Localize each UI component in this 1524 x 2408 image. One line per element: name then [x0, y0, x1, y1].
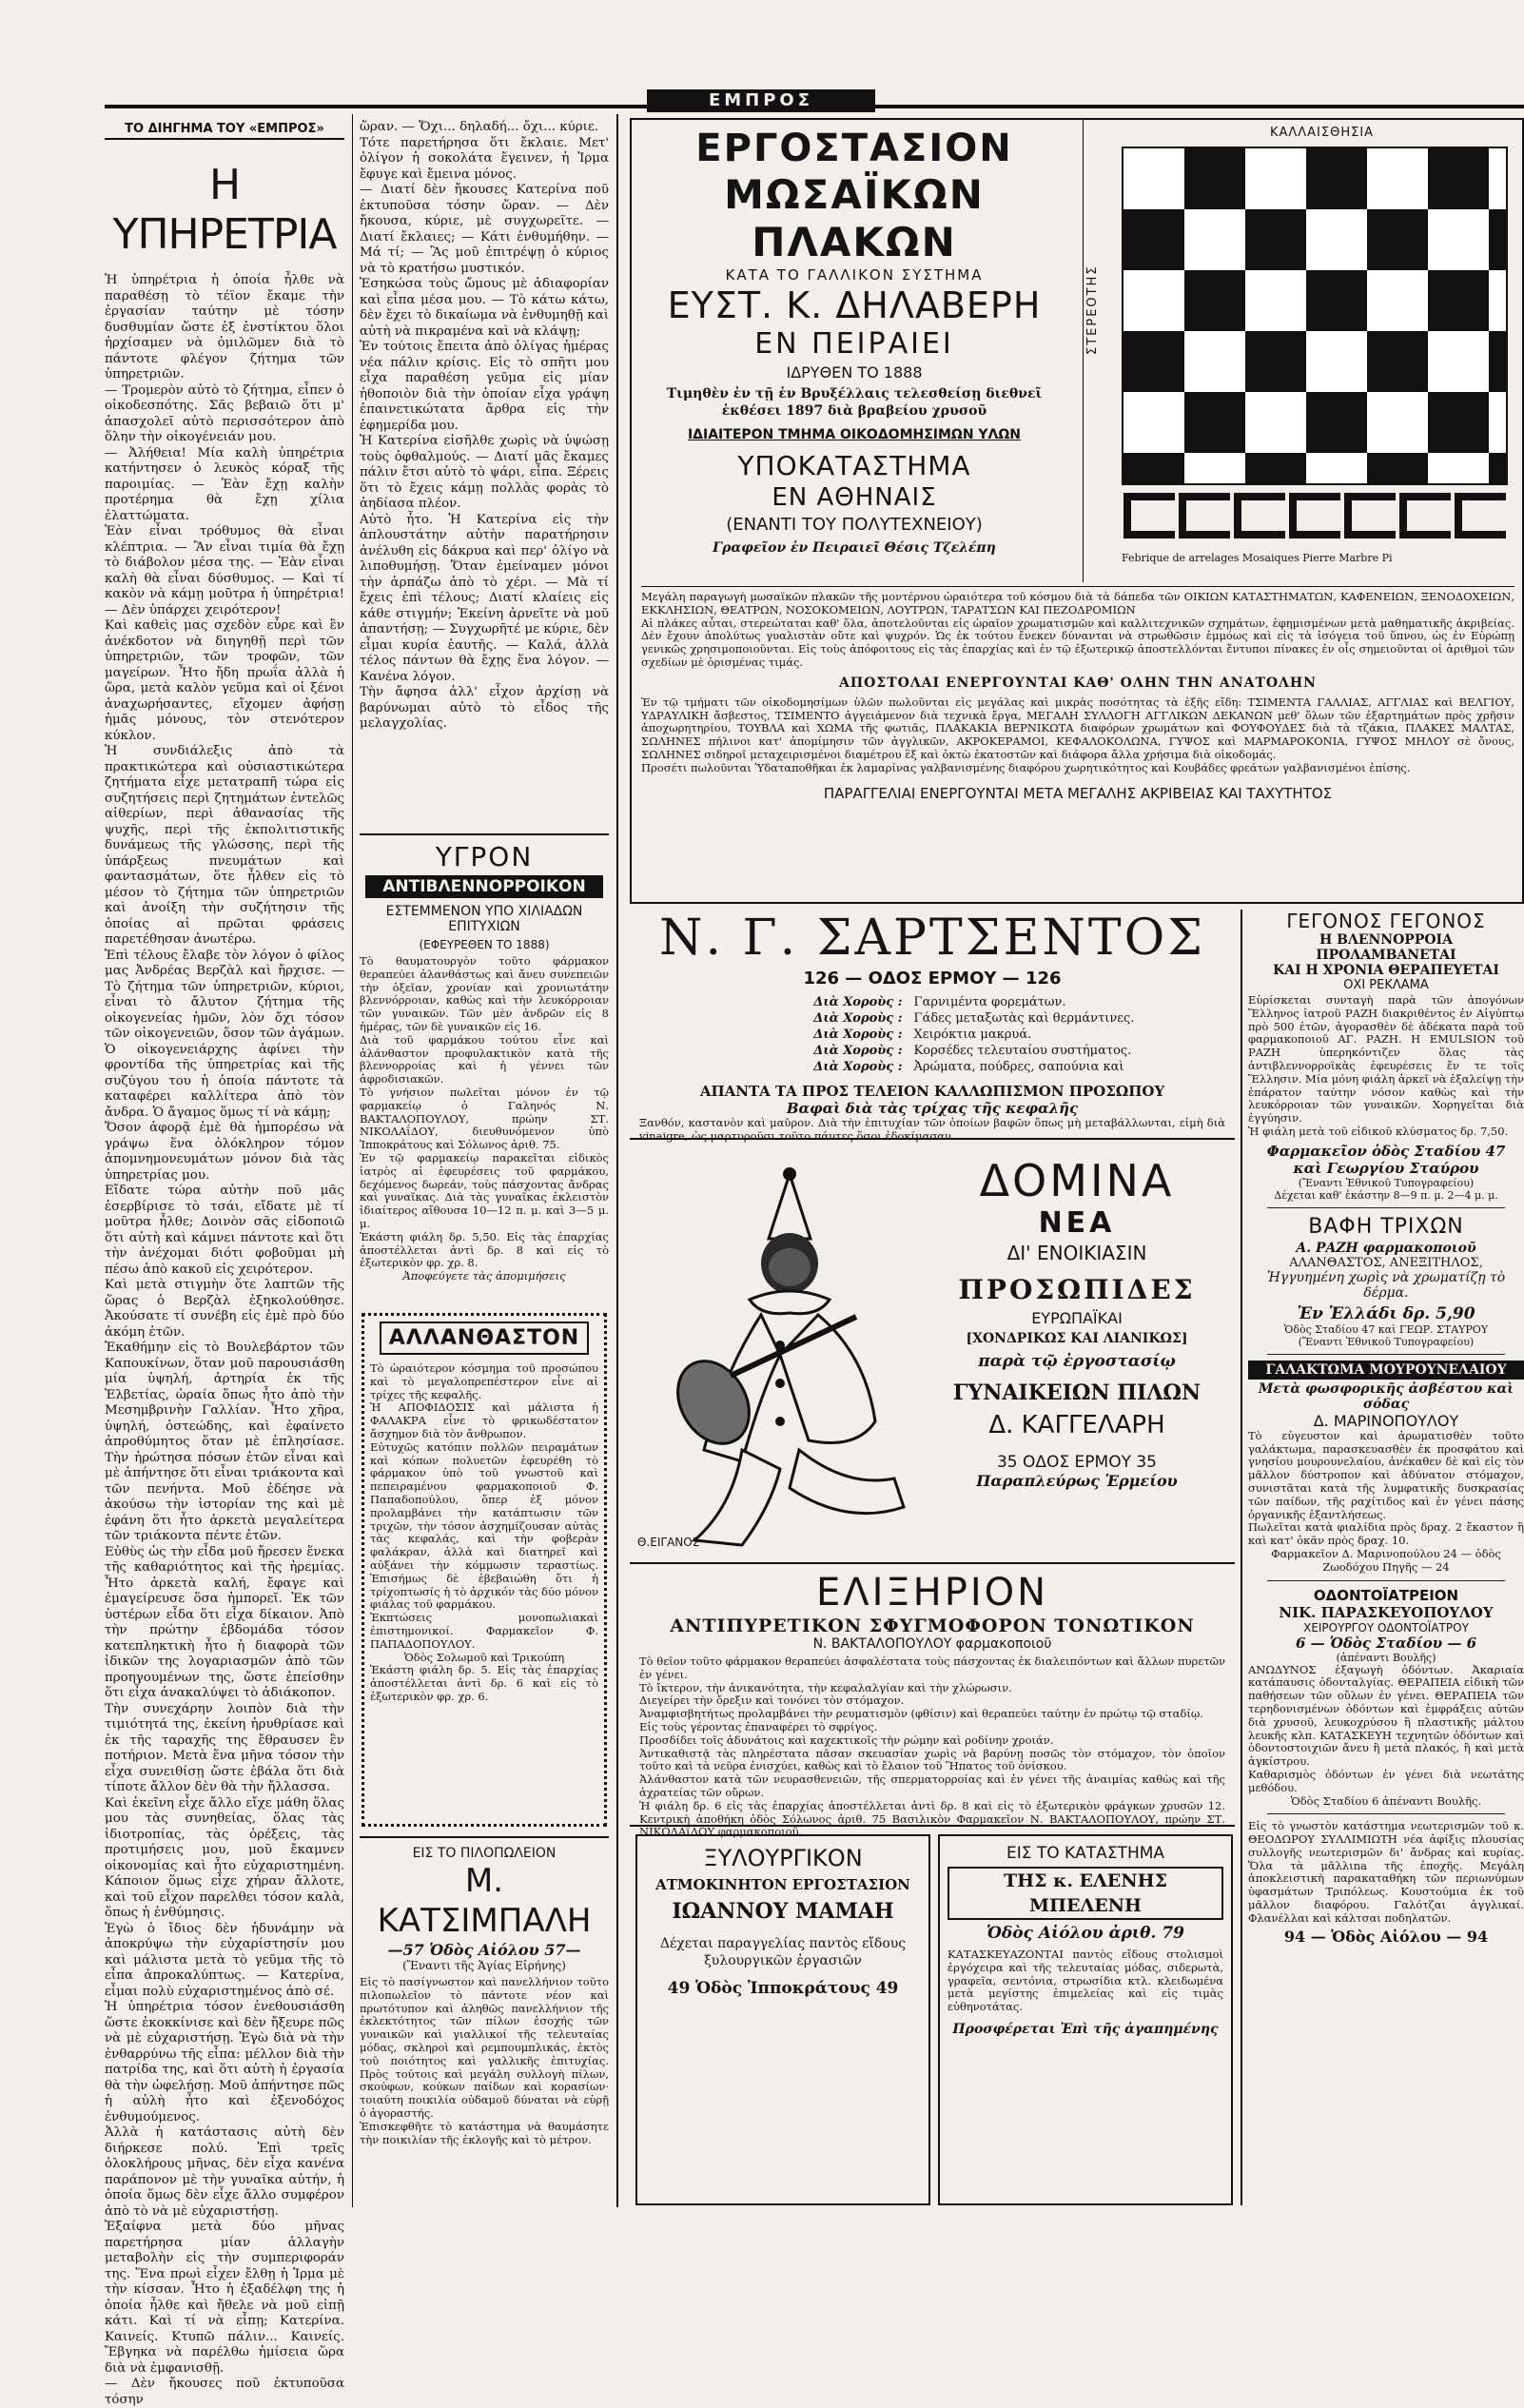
column-rule — [1241, 910, 1242, 2205]
ad-address: —57 Ὁδὸς Αἰόλου 57— — [387, 1941, 581, 1959]
mosaic-illustration — [1083, 120, 1522, 582]
ad-line: ΕΙΣ ΤΟ ΚΑΤΑΣΤΗΜΑ — [1006, 1844, 1165, 1863]
pierrot-illustration — [637, 1165, 923, 1555]
story-paragraph: Τὴν ἄφησα ἀλλ' εἶχον ἀρχίσῃ νὰ βαρύνωμαι αὐτὸ τὸ εἶδος τῆς μελαγχολίας. — [360, 685, 609, 731]
ad-body: Τὸ ὡραιότερον κόσμημα τοῦ προσώπου καὶ τὸ μεγαλοπρεπέστερον εἶνε αἱ τρίχες τῆς κεφαλῆς. — [370, 1361, 598, 1401]
product-list — [630, 994, 1235, 1075]
ad-xylourgikon — [635, 1834, 930, 2205]
ad-body: Δέχεται παραγγελίας παντὸς εἴδους ξυλουργικῶν ἐργασιῶν — [659, 1936, 907, 1968]
ad-mosaic-tiles — [630, 118, 1524, 904]
row-label: Διὰ Χοροὺς : — [813, 995, 903, 1009]
domina-text — [925, 1155, 1229, 1560]
ad-body: Εἰς τὸ πασίγνωστον καὶ πανελλήνιον τοῦτο πιλοπωλεῖον τὸ πάντοτε νέον καὶ πρωτότυπον καὶ ἀληθῶς πανελλήνιον τῆς ἐκλεκτότητος τῶν πίλων ἐσοχής τῶν γυναικῶν καὶ γιαλλικοί τῆς τελευταίας μόδας, σκληροὶ καὶ ρεμπουμπλικάς, ἐκτὸς τοῦ ποιότητος καὶ γαλλικῆς ἐπιτυχίας. Πρὸς τούτοις καὶ μεγάλη συλλογὴ πίλων, σκούφων, κούκων παίδων καὶ κορασίων· τοιαύτη ποικιλία οὐδαμοῦ δύναται νὰ εὑρῇ ὁ ἀγοραστής. — [360, 1975, 609, 2120]
story-paragraph: Τότε παρετήρησα ὅτι ἔκλαιε. Μετ' ὀλίγον ἡ σοκολάτα ἔγεινεν, ἡ Ἰρμα ἔφυγε καὶ ἔμεινα μόνος. — [360, 135, 609, 182]
story-paragraph: Ἡ συνδιάλεξις ἀπὸ τὰ πρακτικώτερα καὶ οὐσιαστικώτερα ζητήματα εἶχε μετατραπῆ τώρα εἰς συζητήσεις περὶ ζητημάτων ἐντελῶς αἰθερίων, περὶ ἀθανασίας τῆς ψυχῆς, περὶ τῆς ἐκπολιτιστικῆς δυνάμεως τῆς γλώσσης, περὶ τῆς ὑπάρξεως πνευμάτων καὶ φαντασμάτων, ὅτε ἦλθεν εἰς τὸ μέσον τὸ ζήτημα τῶν ὑπηρετριῶν καὶ ἀνοίξη τὴν συζήτησιν τῆς ὁποίας αἱ πρῶται φράσεις παρετέθησαν ἀνωτέρω. — [105, 744, 344, 947]
ad-line: παρὰ τῷ ἐργοστασίῳ — [978, 1352, 1176, 1371]
ad-katsimpali — [360, 1836, 609, 2205]
story-title: Η ΥΠΗΡΕΤΡΙΑ — [112, 161, 337, 259]
story-paragraph: Εὐθὺς ὡς τὴν εἶδα μοῦ ἤρεσεν ἕνεκα τῆς καθαριότητος καὶ τῆς ἠρεμίας. Ἦτο ἀρκετὰ καλή, ἔφαγε καὶ ἐμαγείρευσε ὅσα ἠμπορεῖ. Ἐκ τῶν ὑστέρων εἶδα ὅτι εἶχα δίκαιον. Ἀπὸ τὴν πρώτην ἑβδομάδα τόσον κατεπληκτικὴ ἦτο ἡ διαφορὰ τῶν ἰδικῶν της λογαριασμῶν ἀπὸ τῶν προηγουμένων της, ὥστε ἐπείσθην ὅτι εἶχα ἀνακαλύψει τὸ ἀδιάκοπον. — [105, 1544, 344, 1700]
story-paragraph: Ἐξαίφνα μετὰ δύο μῆνας παρετήρησα μίαν ἀλλαγὴν μεταβολὴν εἰς τὴν συμπεριφοράν της. Ἕνα πρωὶ εἶχεν ἔλθῃ ἡ Ἰρμα μὲ τὴν κίσσαν. Ἦτο ἡ ἐξαδέλφη της ἡ ὁποία ἦλθε καὶ ἤθελε νὰ μοῦ εἰπῇ κάτι. Καὶ τί νὰ εἶπῃ; Κατερίνα. Καινείς. Κτυπῶ πάλιν... Καινείς. Ἔβγηκα νὰ παρέλθω ἡμίσεια ὥρα διὰ νὰ ἐμφανισθῇ. — [105, 2220, 344, 2376]
illustration-label: ΣΤΕΡΕΟΤΗΣ — [1085, 264, 1100, 356]
ad-line: ΠΡΟΣΩΠΙΔΕΣ — [958, 1274, 1196, 1305]
row-value: Ἀρώματα, πούδρες, σαπούνια καὶ — [913, 1060, 1124, 1074]
ad-place: ΕΝ ΠΕΙΡΑΙΕΙ — [754, 327, 954, 361]
ad-title: ΓΕΓΟΝΟΣ ΓΕΓΟΝΟΣ — [1286, 910, 1486, 932]
ad-line: ΙΔΡΥΘΕΝ ΤΟ 1888 — [786, 363, 923, 382]
story-paragraph: Ὅσον ἀφορᾷ ἐμὲ θὰ ἠμπορέσω νὰ γράψω ἕνα ὁλόκληρον τόμον ἀπομνημονευμάτων μόνον διὰ τὰς ὑπηρετρίας μου. — [105, 1121, 344, 1183]
ad-body: Ἑκάστη φιάλη δρ. 5. Εἰς τὰς ἐπαρχίας ἀποστέλλεται ἀντὶ δρ. 6 καὶ εἰς τὸ ἐξωτερικὸν φρ. χρ. 6. — [370, 1663, 598, 1703]
ad-owner: ΕΥΣΤ. Κ. ΔΗΛΑΒΕΡΗ — [667, 284, 1042, 326]
ad-address: καὶ Γεωργίου Σταύρου — [1293, 1159, 1479, 1177]
ad-footer: Ἀποφεύγετε τὰς ἀπομιμήσεις — [402, 1269, 566, 1283]
column-rule — [616, 114, 618, 2207]
story-paragraph: Ἡ Κατερίνα εἰσῆλθε χωρὶς νὰ ὑψώσῃ τοὺς ὀφθαλμούς. — Διατί μᾶς ἔκαμες πάλιν ἔτσι αὐτὸ τὸ ψάρι, εἶπα. Ξέρεις ὅτι τὸ ἔχεις κάμῃ πολλὰς φορὰς τὸ ἀηδίασα πλέον. — [360, 434, 609, 511]
story-paragraph: Ἀλλὰ ἡ κατάστασις αὐτὴ δὲν διήρκεσε πολύ. Ἐπὶ τρεῖς ὁλοκλήρους μῆνας, δὲν εἶχα κανένα παράπονον μὲ τὴν γυναῖκα αὐτήν, ἡ ὁποία ὅμως δὲν εἶχε ἄλλο συμφέρον ἀπὸ τὸ νὰ μὲ εὐχαριστήσῃ. — [105, 2125, 344, 2219]
ad-body: Ἡ φιάλη μετὰ τοῦ εἰδικοῦ κλύσματος δρ. 7,50. — [1248, 1124, 1509, 1138]
ad-body: Τὸ ἴκτερον, τὴν ἀνικανότητα, τὴν κεφαλαλγίαν καὶ τὴν χλώρωσιν. — [639, 1680, 1012, 1694]
row-value: Κορσέδες τελευταίου συστήματος. — [913, 1044, 1132, 1058]
ad-body: Ἐν τῷ φαρμακείῳ παρακεῖται εἰδικὸς ἰατρὸς αἱ ἐφευρέσεις τοῦ φαρμάκου, δεχόμενος δωρεάν, τοὺς πάσχοντας ἄνδρας καὶ γυναῖκας. Διὰ τὰς γυναῖκας ἐκλειστὸν ἰδιαίτερος αἴθουσα 10—12 π. μ. καὶ 3—5 μ. μ. — [360, 1150, 609, 1230]
story-paragraph: — Ἀλήθεια! Μία καλὴ ὑπηρέτρια κατήντησεν ὁ λευκὸς κόραξ τῆς παροιμίας. — Ἐὰν ἔχῃ καλὴν προτέρημα θὰ ἔχῃ χίλια ἐλαττώματα. — [105, 445, 344, 523]
ad-body: Προσδίδει τοῖς ἀδυνάτοις καὶ καχεκτικοῖς τὴν ρώμην καὶ ροδίνην χροιάν. — [639, 1733, 1054, 1747]
ad-title: Ν. Γ. ΣΑΡΤΣΕΝΤΟΣ — [659, 910, 1205, 967]
ad-body: Ἑκάστη φιάλη δρ. 5,50. Εἰς τὰς ἐπαρχίας ἀποστέλλεται ἀντὶ δρ. 8 καὶ εἰς τὸ ἐξωτερικὸν φρ. χρ. 8. — [360, 1229, 609, 1270]
ad-address: 35 ΟΔΟΣ ΕΡΜΟΥ 35 — [996, 1453, 1158, 1472]
right-column — [1248, 910, 1524, 2205]
ad-body: Ξανθόν, καστανὸν καὶ μαῦρον. Διὰ τὴν ἐπιτυχίαν τῶν ὁποίων βαφῶν ὅπως μὴ μεταβάλλωνται, εἰμὴ διὰ vinaigre, ὡς μαρτυροῦσι τοῦτο πάντες ὅσοι ἐδοκίμασαν. — [639, 1116, 1225, 1143]
story-paragraph: — Δὲν ἤκουσες ποῦ ἐκτυποῦσα τόσην — [105, 2377, 344, 2407]
ad-body: ΑΝΩΔΥΝΟΣ ἐξαγωγὴ ὀδόντων. Ἀκαριαία κατάπαυσις ὀδονταλγίας. ΘΕΡΑΠΕΙΑ εἰδικὴ τῶν παθήσεων τῶν οὔλων ἐν γένει. ΘΕΡΑΠΕΙΑ τῶν τερηδονισμένων ὀδόντων καὶ ἐμφράξεις αὐτῶν διὰ χρυσοῦ, λευκοχρύσου ἢ πλαστικῆς μάλτου λευκῆς κλπ. ΚΑΤΑΣΚΕΥΗ τεχνητῶν ὀδόντων καὶ ὀδοντοστοιχιῶν ἄνευ ἢ μετὰ πλακός, ἢ καὶ μετὰ ἀγκίστρου. — [1248, 1662, 1524, 1769]
ad-title: ΔΟΜΙΝΑ — [979, 1155, 1175, 1206]
story-paragraph: Καὶ μετὰ στιγμὴν ὅτε λαπτῶν τῆς ὥρας ὁ Βερζὰλ ἐξηκολούθησε. Ἀκούσατε τί συνέβη εἰς ἐμὲ πρὸ δύο ἀκόμη ἐτῶν. — [105, 1278, 344, 1340]
ad-footer: Προσφέρεται Ἐπὶ τῆς ἀγαπημένης — [952, 2021, 1219, 2037]
ad-title: ΓΑΛΑΚΤΩΜΑ ΜΟΥΡΟΥΝΕΛΑΙΟΥ — [1248, 1361, 1524, 1380]
story-paragraph: Αὐτὸ ἦτο. Ἡ Κατερίνα εἰς τὴν ἀπλουστάτην αὐτὴν παρατήρησιν ἀνέλυθη εἰς δάκρυα καὶ περ' ὀλίγο νὰ λιποθυμήσῃ. Ὅταν ἐμείναμεν μόνοι τὴν ἁρπάζω ἀπὸ τὸ χέρι. — Μὰ τί ἔχεις ἐπὶ τέλους; Διατί κλαίεις εἰς κάθε στιγμήν; Ἐκείνη ἀρνεῖτε νὰ μοῦ ἀπαντήσῃ; — Συγχωρῆτέ με κύριε, δὲν εἶμαι κυρία ἑαυτῆς. — Καλά, ἀλλὰ τέλος πάντων θὰ ἔχῃς ἕνα λόγον. — Κανένα λόγον. — [360, 512, 609, 684]
ad-body: Ἐπισκεφθῆτε τὸ κατάστημα νὰ θαυμάσητε τὴν ποικιλίαν τῆς ἐκλογῆς καὶ τὸ μέτρον. — [360, 2119, 609, 2146]
ad-subtitle: ΑΝΤΙΠΥΡΕΤΙΚΟΝ ΣΦΥΓΜΟΦΟΡΟΝ ΤΟΝΩΤΙΚΟΝ — [670, 1615, 1195, 1636]
ad-subtitle: ΑΝΤΙΒΛΕΝΝΟΡΡΟΙΚΟΝ — [365, 875, 603, 898]
section-label: ΤΟ ΔΙΗΓΗΜΑ ΤΟΥ «ΕΜΠΡΟΣ» — [105, 122, 344, 140]
story-paragraph: Ἡ ὑπηρέτρια ἡ ὁποία ἦλθε νὰ παραθέσῃ τὸ τέϊον ἔκαμε τὴν ἐργασίαν ταύτην μὲ τόσην δυσθυμίαν ὥστε ἐξ ἐνστίκτου ὅλοι ἠρχίσαμεν νὰ ὁμιλῶμεν διὰ τὸ πάντοτε φλέγον ζήτημα τῶν ὑπηρετριῶν. — [105, 273, 344, 382]
story-paragraph: Ἡ ὑπηρέτρια τόσον ἐνεθουσιάσθη ὥστε ἐκοκκίνισε καὶ δὲν ἤξευρε πῶς νὰ μὲ εὐχαριστήσῃ. Ἐγὼ διὰ νὰ τὴν ἐνθαρρύνω τῆς εἶπα: μέλλον διὰ τὴν πατρίδα της, καὶ ὅτι αὐτὴ ἡ ἐργασία θὰ τὴν ὠφελήσῃ. Μοῦ ἀπήντησε πῶς ἡ αὐλὴ ἦτο καὶ ἐξενοδόχος ἐνθυμούμενος. — [105, 2000, 344, 2124]
ad-body: Καθαρισμὸς ὀδόντων ἐν γένει διὰ νεωτάτης μεθόδου. — [1248, 1767, 1524, 1794]
ad-body: Τὸ θαυματουργὸν τοῦτο φάρμακον θεραπεύει ἀλανθάστως καὶ ἄνευ συνεπειῶν τὴν ὀξεῖαν, χρονίαν καὶ χρονιωτάτην βλεννόρροιαν, καθὼς καὶ τὴν λευκόρροιαν τῶν γυναικῶν. Τῶν μὲν ἀνδρῶν εἰς 8 ἡμέρας, τῶν δὲ γυναικῶν εἰς 16. — [360, 954, 609, 1033]
ad-body: Ἐκπτώσεις μονοπωλιακαὶ ἐπιστημονικοί. Φαρμακεῖον Φ. ΠΑΠΑΔΟΠΟΥΛΟΥ. — [370, 1611, 598, 1651]
story-paragraph: Ἐπὶ τέλους ἔλαβε τὸν λόγον ὁ φίλος μας Ἀνδρέας Βερζὰλ καὶ ἤρχισε. — Τὸ ζήτημα τῶν ὑπηρετριῶν, κύριοι, εἶναι τὸ ἄλυτον ζήτημα τῆς οἰκογενείας ἡμῶν, λὸν ὄχι τόσον τῶν οἰκογενειῶν, ὅσον τῶν ἀγάμων. Ὁ οἰκογενειάρχης ἀφίνει τὴν φροντίδα τῆς ὑπηρετρίας καὶ τῆς συζύγου του ἡ ὁποία πάντοτε τὰ καταφέρει καλλίτερα ἀπὸ τὸν ἄνδρα. Ὁ ἄγαμος ὅμως τί νὰ κάμῃ; — [105, 948, 344, 1120]
ad-address: 49 Ὁδὸς Ἱπποκράτους 49 — [667, 1979, 899, 1998]
ad-body: Αἱ πλάκες αὗται, στερεώταται καθ' ὅλα, ἀποτελοῦνται εἰς ὡραῖον χρωματισμῶν καὶ καλλιτεχνικῶν σχημάτων, ἐφημισμένων μετὰ μαθηματικῆς ἀκριβείας. Δὲν ἔχουν ἀπολύτως γυαλιστὰν οὔτε καὶ ψυχρόν. Ὡς ἐκ τούτου ἔνεκεν δύνανται νὰ στρωθῶσιν ἐμμόως καὶ εἰς τὰ ἰσόγεια τοῦ ὕπνου, ὡς ἐν Εὐρώπῃ γενικῶς χρησιμοποιοῦνται. Εἰς τοὺς ἀπόφοιτους εἰς τὰς ἐπαρχίας καὶ ἐν τῷ ἐξωτερικῷ ἀποστελλόνται ἔντυποι πίνακες ἐν οἷς σημειοῦνται οἱ ἀριθμοὶ τῶν σχεδίων μὲ ὁρισμένας τιμάς. — [641, 616, 1514, 669]
story-paragraph: Ἐκαθήμην εἰς τὸ Βουλεβάρτον τῶν Καπουκίνων, ὅταν μοῦ παρουσιάσθη μία ὑψηλή, ἀρτηρία ἐκ τῆς Ἐλβετίας, ὡραία ὅπως ἦτο ἀπὸ τὴν Μεσημβρινὴν Γαλλίαν. Ἦτο χῆρα, ὑψηλή, ὀστεώδης, καὶ ἐφαίνετο ἀπροθύμητος ὅταν μὲ ἐπλησίασε. Τὴν ἠρώτησα πόσων ἐτῶν εἶναι καὶ μὲ ἀπήντησε ὅτι εἶναι τριάκοντα καὶ τῶν πενήντα. Μοῦ ἐδέησε νὰ ἀκούσω τὴν ἱστορίαν της καὶ μὲ ἐφάνη ὅτι ἦτο ἀρκετὰ μεγαλείτερα τῶν τριάκοντα πέντε ἐτῶν. — [105, 1341, 344, 1543]
ad-line: ΙΔΙΑΙΤΕΡΟΝ ΤΜΗΜΑ ΟΙΚΟΔΟΜΗΣΙΜΩΝ ΥΛΩΝ — [687, 427, 1022, 442]
list-item — [630, 1059, 1235, 1075]
ad-body: Ἡ φιάλη δρ. 6 εἰς τὰς ἐπαρχίας ἀποστέλλεται ἀντὶ δρ. 8 καὶ εἰς τὸ ἐξωτερικὸν φράγκων χρυσῶν 12. Κεντρικὴ ἀποθήκη ὁδὸς Σόλωνος ἀριθ. 75 Βασιλικὸν Φαρμακεῖον Ν. ΒΑΚΤΑΛΟΠΟΥΛΟΥ, πρώην ΣΤ. ΝΙΚΟΛΑΐΔΟΥ φαρμακοποιοῦ. — [639, 1798, 1225, 1839]
ad-title: ΤΗΣ κ. ΕΛΕΝΗΣ ΜΠΕΛΕΝΗ — [948, 1867, 1223, 1920]
ad-line: (ἀπέναντι Βουλῆς) — [1336, 1651, 1436, 1664]
ad-address: Ὁδὸς Σταδίου 6 ἀπέναντι Βουλῆς. — [1290, 1793, 1482, 1808]
ad-body: Διὰ τοῦ φαρμάκου τούτου εἶνε καὶ ἀλάνθαστον προφυλακτικὸν κατὰ τῆς βλεννορροίας καὶ ἡ γέννει τῶν ἀφροδισιακῶν. — [360, 1032, 609, 1087]
column-rule — [352, 114, 353, 2207]
row-value: Γαρνιμέντα φορεμάτων. — [913, 995, 1066, 1009]
checkerboard-tiles — [1122, 147, 1508, 485]
ad-title: ΕΛΙΞΗΡΙΟΝ — [815, 1571, 1049, 1615]
story-paragraph: Ἐὰν εἶναι τρόθυμος θὰ εἶναι κλέπτρια. — Ἂν εἶναι τιμία θὰ ἔχῃ τὸ διάβολον μέσα της. — Ἐὰν εἶναι καλὴ θὰ εἶναι δύσθυμος. — Καὶ τί κακὸν νὰ κάμῃ μοῦτρα ἡ ὑπηρέτρια! — Δὲν ὑπάρχει χειρότερον! — [105, 524, 344, 617]
pierrot-mandolin-drawing — [637, 1165, 923, 1555]
ad-address: 6 — Ὁδὸς Σταδίου — 6 — [1295, 1634, 1477, 1652]
ad-body: Ἀντικαθιστᾷ τὰς πληρέστατα πᾶσαν σκευασίαν χωρὶς νὰ βαρύνῃ ποσῶς τὸν στόμαχον, τὸν ὁποῖον τοῦτο καὶ τὰ νεῦρα ἐνισχύει, καθὼς καὶ τὸ ἔλαιον τοῦ Ἥπατος τοῦ ὀνίσκου. — [639, 1746, 1225, 1773]
ad-domina — [630, 1145, 1235, 1564]
ad-body: Ἡ ΑΠΟΦΙΔΟΣΙΣ καὶ μάλιστα ἡ ΦΑΛΑΚΡΑ εἶνε τὸ φρικωδέστατον ἄσχημον διὰ τὸν ἄνθρωπον. — [370, 1400, 598, 1440]
story-paragraph: Εἴδατε τώρα αὐτὴν ποῦ μᾶς ἐσερβίρισε τὸ τσάι, εἴδατε μὲ τί μοῦτρα ἦλθε; Δοινὸν σᾶς εἰδοποιῶ ὅτι αὐτὴ καὶ κάμνει πάντοτε καὶ ὅτι τὴν ἀνέχομαι διότι φοβοῦμαι μὴ πέσω ἀπὸ κακοῦ εἰς χειρότερον. — [105, 1184, 344, 1277]
row-label: Διὰ Χοροὺς : — [813, 1060, 903, 1074]
ad-title: ΞΥΛΟΥΡΓΙΚΟΝ — [703, 1845, 863, 1871]
ad-allanthaston — [361, 1313, 607, 1827]
ad-ygron — [360, 833, 609, 1307]
row-label: Διὰ Χοροὺς : — [813, 1011, 903, 1026]
ad-address: Φαρμακεῖον ὁδὸς Σταδίου 47 — [1266, 1142, 1506, 1160]
story-continuation — [360, 120, 609, 883]
ad-line: ΚΑΤΑ ΤΟ ΓΑΛΛΙΚΟΝ ΣΥΣΤΗΜΑ — [725, 266, 984, 284]
row-value: Χειρόκτια μακρυά. — [913, 1028, 1032, 1042]
ad-line: Δέχεται καθ' ἑκάστην 8—9 π. μ. 2—4 μ. μ. — [1274, 1188, 1498, 1202]
ad-body: Διεγείρει τὴν ὄρεξιν καὶ τονόνει τὸν στόμαχον. — [639, 1693, 905, 1708]
story-paragraph: Καὶ καθεὶς μας σχεδὸν εὗρε καὶ ἓν ἀνέκδοτον νὰ διηγηθῇ περὶ τῶν ὑπηρετριῶν, τῶν τροφῶν, τῶν μαγείρων. Ἦτο ἤδη πρωΐα ἀλλὰ ἡ ὥρα, μετὰ καλὸν γεῦμα καὶ οἱ ξένοι ἀναχωρήσαντες, εἴχομεν ἀφήσῃ ἡμᾶς μόνους, τὸν στενότερον κύκλον. — [105, 618, 344, 743]
row-value: Γάδες μεταξωτὰς καὶ θερμάντινες. — [913, 1011, 1135, 1026]
ad-line: (Ἔναντι τῆς Ἁγίας Εἰρήνης) — [402, 1959, 566, 1972]
ad-line: (ΕΦΕΥΡΕΘΕΝ ΤΟ 1888) — [419, 938, 550, 951]
ad-line: (Ἔναντι Ἐθνικοῦ Τυπογραφείου) — [1298, 1176, 1475, 1189]
ad-line: Γραφεῖον ἐν Πειραιεῖ Θέσις Τζελέπη — [713, 540, 996, 556]
ad-body: Ἐν τῷ τμήματι τῶν οἰκοδομησίμων ὑλῶν πωλοῦνται εἰς μεγάλας καὶ μικρὰς ποσότητας τὰ ἑξῆς εἴδη: ΤΣΙΜΕΝΤΑ ΓΑΛΛΙΑΣ, ΑΓΓΛΙΑΣ καὶ ΒΕΛΓΙΟΥ, ΥΔΡΑΥΛΙΚΗ ἄσβεστος, ΤΣΙΜΕΝΤΟ ἀγγειάμενον διὰ τεχνικὰ ἔργα, ΜΕΓΑΛΗ ΣΥΛΛΟΓΗ ΑΓΓΛΙΚΩΝ ΔΕΚΑΝΩΝ μεθ' ὅλων τῶν ἐξαρτημάτων πρὸς χρῆσιν ἀποχωρητηρίου, ΤΟΥΒΛΑ καὶ ΧΩΜΑ τῆς φωτιᾶς, ΠΛΑΚΑΚΙΑ ΒΕΡΝΙΚΩΤΑ διαφόρων χρωμάτων καὶ ΦΟΥΦΟΥΔΕΣ διὰ τὰ τζάκια, ΠΛΑΚΕΣ ΜΑΛΤΑΣ, ΣΩΛΗΝΕΣ πήλινοι κατ' ἀπομίμησιν τῶν ἀγγλικῶν, ΑΚΡΟΚΕΡΑΜΟΙ, ΚΕΦΑΛΟΚΟΛΩΝΑ, ΓΥΨΟΣ καὶ ΜΑΡΜΑΡΟΚΟΝΙΑ, ΓΥΨΟΣ ΜΗΛΟΥ σὲ ὄνους, ΣΩΛΗΝΕΣ σιδηροῖ μεταχειρισμένοι διαμέτρου ἓξ καὶ ὀκτὼ ἑκατοστῶν καὶ διάφορα ἄλλα χρήσιμα διὰ οἰκοδομάς. — [641, 695, 1514, 761]
illustration-label: ΚΑΛΛΑΙΣΘΗΣΙΑ — [1269, 126, 1375, 140]
ad-owner: ΙΩΑΝΝΟΥ ΜΑΜΑΗ — [672, 1899, 894, 1924]
mosaic-header — [632, 120, 1077, 582]
ad-address: 94 — Ὁδὸς Αἰόλου — 94 — [1283, 1927, 1489, 1946]
ad-line: ΟΧΙ ΡΕΚΛΑΜΑ — [1343, 978, 1429, 992]
ad-line: ΓΥΝΑΙΚΕΙΩΝ ΠΙΛΩΝ — [952, 1380, 1202, 1405]
story-paragraph: Ἐν τούτοις ἔπειτα ἀπὸ ὀλίγας ἡμέρας νέα πάλιν κρίσις. Εἰς τὸ σπῆτι μου εἶχα παραθέση γεῦμα εἰς μίαν ἠθοποιὸν διὰ τὴν ὁποίαν εἶχα γράψη ἐπαινετικώτατα ἄρθρα εἰς τὴν ἐφημερίδα μου. — [360, 340, 609, 433]
ad-body: Πωλεῖται κατὰ φιαλίδια πρὸς δραχ. 2 ἕκαστον ἢ καὶ κατ' ὀκᾶν πρὸς δραχ. 10. — [1248, 1520, 1524, 1548]
ad-elixir — [630, 1570, 1235, 1839]
ad-line: ΕΝ ΑΘΗΝΑΙΣ — [772, 483, 937, 512]
ad-line: ΕΣΤΕΜΜΕΝΟΝ ΥΠΟ ΧΙΛΙΑΔΩΝ ΕΠΙΤΥΧΙΩΝ — [385, 904, 583, 934]
row-label: Διὰ Χοροὺς : — [813, 1044, 903, 1058]
ad-line: [ΧΟΝΔΡΙΚΩΣ ΚΑΙ ΛΙΑΝΙΚΩΣ] — [966, 1331, 1188, 1346]
ad-body: Ἀναμφισβητήτως προλαμβάνει τὴν ρευματισμὸν (φθίσιν) καὶ θεραπεύει ταύτην ἐν πρώτῳ τῷ σταδίῳ. — [639, 1707, 1203, 1721]
ad-title: ΟΔΟΝΤΟΪΑΤΡΕΙΟΝ — [1313, 1586, 1459, 1604]
ad-katastima — [938, 1834, 1233, 2205]
story-paragraph: — Διατί δὲν ἤκουσες Κατερίνα ποῦ ἐκτυποῦσα τόσην ὥραν. — Δὲν ἤκουσα, κύριε, μὲ συγχωρεῖτε. — Διατί ἔκλαιες; — Κάτι ἐνθυμήθην. — Μά τί; — Ἂς μοῦ ἐπιτρέψῃ ὁ κύριος νὰ τὸ κρατήσω μυστικόν. — [360, 183, 609, 276]
ad-body: Τὸ εὐγευστον καὶ ἀρωματισθὲν τοῦτο γαλάκτωμα, παρασκευασθὲν ἐκ προσφάτου καὶ γνησίου μουρουνελαίου, ἀνέκαθεν δὲ καὶ εἰς τὸν μᾶλλον δύστροπον καὶ ἀδύνατον στόμαχον, συνιστᾶται κατὰ τῆς λυμφατικῆς δυσκρασίας τῶν παίδων, τῆς ραχίτιδος καὶ ἐν γένει πάσης ὀργανικῆς ἐξαντλήσεως. — [1248, 1428, 1524, 1521]
ad-line: ΚΑΙ Η ΧΡΟΝΙΑ ΘΕΡΑΠΕΥΕΤΑΙ — [1273, 963, 1499, 978]
ad-body: Εἰς τὸ γνωστὸν κατάστημα νεωτερισμῶν τοῦ κ. ΘΕΟΔΩΡΟΥ ΣΥΛΛΙΜΙΩΤΗ νέα ἀφίξις πλουσίας συλλογῆς νεωτερισμῶν δι' ἄνδρας καὶ κυρίας. Ὅλα τὰ μᾶλλιna τῆς ἐποχῆς. Μεγάλη ἀποκλειστικὴ παρακαταθήκη τῶν περιωνύμων ὑφασμάτων Τριπόλεως. Κουστούμια ἐκ τοῦ μᾶλλον διαφόρου. Γαλότζαι ἀγγλικαί. Φλανέλλαι καὶ κάλτσαι ποδηλατῶν. — [1248, 1819, 1524, 1925]
illustration-caption: Febrique de arrelages Mosaiques Pierre Marbre Pi — [1122, 552, 1393, 564]
ad-headline: ΑΠΑΝΤΑ ΤΑ ΠΡΟΣ ΤΕΛΕΙΟΝ ΚΑΛΛΩΠΙΣΜΟΝ ΠΡΟΣΩΠΟΥ — [699, 1083, 1165, 1100]
ad-title: ΒΑΦΗ ΤΡΙΧΩΝ — [1308, 1214, 1464, 1239]
ad-line: Η ΒΛΕΝΝΟΡΡΟΙΑ ΠΡΟΛΑΜΒΑΝΕΤΑΙ — [1316, 932, 1456, 963]
row-label: Διὰ Χοροὺς : — [813, 1028, 903, 1042]
ad-line: Α. ΡΑΖΗ φαρμακοποιοῦ — [1296, 1240, 1476, 1256]
ad-owner: Δ. ΜΑΡΙΝΟΠΟΥΛΟΥ — [1313, 1411, 1459, 1430]
masthead-title: ΕΜΠΡΟΣ — [647, 89, 875, 112]
story-paragraph: Τὴν συνεχάρην λοιπὸν διὰ τὴν τιμιότητά της, ἐκείνη ἠρυθρίασε καὶ ἐκ τῆς ταραχῆς της ἔθραυσεν ἓν ποτήριον. Μετὰ ἕνα μῆνα τόσον τὴν εἶχα συνειθίσῃ ὥστε ἐβάλα ὅτι διὰ τίποτε ἄλλον δὲν θὰ τὴν ἤλλασσα. — [105, 1701, 344, 1794]
ad-line: Μετὰ φωσφορικῆς ἀσβέστου καὶ σόδας — [1258, 1380, 1514, 1412]
ad-title: ΜΩΣΑΪΚΩΝ ΠΛΑΚΩΝ — [724, 171, 985, 265]
ad-body: Προσέτι πωλοῦνται Ὑδαταποθῆκαι ἐκ λαμαρίνας γαλβανισμένης διαφόρου χωρητικότητος καὶ Κουβάδες φρεάτων γαλβανισμένοι ἐπίσης. — [641, 760, 1411, 774]
ad-line: ΧΕΙΡΟΥΡΓΟΥ ΟΔΟΝΤΟΪΑΤΡΟΥ — [1303, 1620, 1469, 1635]
story-paragraph: Ἐσηκώσα τοὺς ὤμους μὲ ἀδιαφορίαν καὶ εἶπα μέσα μου. — Τὸ κάτω κάτω, δὲν ἔχει τὸ δικαίωμα νὰ ἐνθυμηθῇ καὶ αὐτὴ νὰ πικραμένα καὶ νὰ κλάψῃ; — [360, 277, 609, 339]
story-paragraph: Ἐγὼ ὁ ἴδιος δὲν ἠδυνάμην νὰ ἀποκρύψω τὴν εὐχαρίστησίν μου καὶ μάλιστα μετὰ τὸ γεῦμα τῆς τὸ εἶπα ἀπροκαλύπτως. — Κατερίνα, εἶμαι πολὺ εὐχαριστημένος ἀπὸ σέ. — [105, 1921, 344, 1999]
story-paragraph: ὥραν. — Ὄχι... δηλαδή... ὄχι... κύριε. — [360, 120, 599, 134]
ad-line: ΕΙΣ ΤΟ ΠΙΛΟΠΩΛΕΙΟΝ — [412, 1846, 557, 1861]
ad-footer: ΠΑΡΑΓΓΕΛΙΑΙ ΕΝΕΡΓΟΥΝΤΑΙ ΜΕΤΑ ΜΕΓΑΛΗΣ ΑΚΡΙΒΕΙΑΣ ΚΑΙ ΤΑΧΥΤΗΤΟΣ — [823, 784, 1333, 802]
mosaic-body — [641, 586, 1514, 900]
ad-body: Μεγάλη παραγωγὴ μωσαϊκῶν πλακῶν τῆς μοντέρνου ὡραιότερα τοῦ κόσμου διὰ τὰ δάπεδα τῶν ΟΙΚΙΩΝ ΚΑΤΑΣΤΗΜΑΤΩΝ, ΚΑΦΕΝΕΙΩΝ, ΞΕΝΟΔΟΧΕΙΩΝ, ΕΚΚΛΗΣΙΩΝ, ΘΕΑΤΡΩΝ, ΝΟΣΟΚΟΜΕΙΩΝ, ΛΟΥΤΡΩΝ, ΤΑΡΑΤΣΩΝ ΚΑΙ ΠΕΖΟΔΡΟΜΙΩΝ — [641, 590, 1514, 617]
ad-body: Τὸ γνήσιον πωλεῖται μόνον ἐν τῷ φαρμακείῳ ὁ Γαληνός Ν. ΒΑΚΤΑΛΟΠΟΥΛΟΥ, πρώην ΣΤ. ΝΙΚΟΛΑΐΔΟΥ, διευθυνόμενον ὑπὸ Ἰπποκράτους καὶ Σόλωνος ἀριθ. 75. — [360, 1085, 609, 1152]
illustration-signature: Θ.ΕΙΓΑΝΟΣ — [637, 1536, 700, 1549]
ad-line: Δ. ΚΑΓΓΕΛΑΡΗ — [988, 1411, 1165, 1439]
ad-body: Τὸ θεῖον τοῦτο φάρμακον θεραπεύει ἀσφαλέστατα τοὺς πάσχοντας ἐκ διαλειπόντων καὶ ἄλλων πυρετῶν ἐν γένει. — [639, 1654, 1225, 1681]
ad-headline: Βαφαὶ διὰ τὰς τρίχας τῆς κεφαλῆς — [786, 1100, 1079, 1117]
list-item — [630, 994, 1235, 1010]
ad-price: Ἐν Ἑλλάδι δρ. 5,90 — [1297, 1303, 1475, 1323]
story-paragraph: — Τρομερὸν αὐτὸ τὸ ζήτημα, εἶπεν ὁ οἰκοδεσπότης. Σᾶς βεβαιῶ ὅτι μ' ἀπασχολεῖ αὐτὸ περισσότερον ἀπὸ ὅλην τὴν οἰκογένειάν μου. — [105, 382, 344, 444]
greek-key-border — [1122, 489, 1508, 542]
ad-title: Μ. ΚΑΤΣΙΜΠΑΛΗ — [377, 1862, 592, 1940]
story-column — [105, 122, 344, 2407]
ad-line: ΑΤΜΟΚΙΝΗΤΟΝ ΕΡΓΟΣΤΑΣΙΟΝ — [655, 1876, 910, 1893]
ad-line: Ὁδὸς Σταδίου 47 καὶ ΓΕΩΡ. ΣΤΑΥΡΟΥ — [1283, 1322, 1489, 1336]
ad-line: ΕΥΡΩΠΑΪΚΑΙ — [1031, 1309, 1123, 1327]
ad-address: 126 — ΟΔΟΣ ΕΡΜΟΥ — 126 — [803, 969, 1062, 989]
ad-title: ΑΛΛΑΝΘΑΣΤΟΝ — [380, 1321, 589, 1355]
ad-line: ΑΛΑΝΘΑΣΤΟΣ, ΑΝΕΞΙΤΗΛΟΣ, — [1289, 1255, 1483, 1270]
ad-owner: ΝΙΚ. ΠΑΡΑΣΚΕΥΟΠΟΥΛΟΥ — [1279, 1603, 1494, 1621]
ad-title: ΕΡΓΟΣΤΑΣΙΟΝ — [695, 127, 1013, 170]
ad-body: Εὑρίσκεται συνταγὴ παρὰ τῶν ἀπογόνων Ἕλληνος ἰατροῦ ΡΑΖΗ διακριθέντος ἐν Αἰγύπτῳ πρὸ 500 ἐτῶν, ἀγορασθὲν δὲ ἀδέκατα παρὰ τοῦ φαρμακοποιοῦ ΑΓ. ΡΑΖΗ. Η EMULSION τοῦ ΡΑΖΗ ὑπερηκόντιζεν ὅλας τὰς ἀντιβλεννορροϊκὰς ἐφευρέσεις ἔν τε τοῖς Ἕλλησιν. Μία μόνη φιάλη ἀρκεῖ νὰ ἐξαλείψῃ τὴν ἐπάρατον ταύτην νόσον καθὼς καὶ τὴν λευκόρροιαν τῶν γυναικῶν. Χορηγεῖται διὰ ἐγγύησιν. — [1248, 993, 1524, 1126]
list-item — [630, 1043, 1235, 1059]
ad-line: ΥΠΟΚΑΤΑΣΤΗΜΑ — [737, 450, 971, 481]
ad-body: ΚΑΤΑΣΚΕΥΑΖΟΝΤΑΙ παντὸς εἴδους στολισμοὶ ἐργόχειρα καὶ τῆς τελευταίας μόδας, σιδερωτὰ, γραφεῖα, σεντόνια, στρωσίδια κτλ. κλειδωμένα μετὰ μεγίστης ἐπιμελείας καὶ εἰς τιμὰς εὐθηνοτάτας. — [948, 1948, 1223, 2014]
ad-title: ΥΓΡΟΝ — [435, 841, 534, 872]
ad-address: Ὁδὸς Αἰόλου ἀριθ. 79 — [986, 1924, 1184, 1943]
ad-line: Παραπλεύρως Ἑρμείου — [976, 1472, 1178, 1490]
story-paragraph: Καὶ ἐκεῖνη εἶχε ἄλλο εἴχε μάθη ὅλας μου τὰς συνηθείας, ὅλας τὰς ἰδιοτροπίας, τὰς ὀρέξεις, τὰς προτιμήσεις μου, μοῦ ἔκαμνεν οἰκονομίας καὶ ἦτο εὐχαριστημένη. Κάποιον ὅμως εἶχε χήραν ἄλλοτε, καὶ τοῦ εἶχον παρελθει τόσον καλὰ, ὅπως ἡ ἐνθύμησις. — [105, 1795, 344, 1920]
ad-address: Ὁδὸς Σολωμοῦ καὶ Τρικούπη — [403, 1650, 565, 1664]
ad-line: ΑΠΟΣΤΟΛΑΙ ΕΝΕΡΓΟΥΝΤΑΙ ΚΑΘ' ΟΛΗΝ ΤΗΝ ΑΝΑΤΟΛΗΝ — [839, 675, 1317, 691]
ad-line: (ΕΝΑΝΤΙ ΤΟΥ ΠΟΛΥΤΕΧΝΕΙΟΥ) — [726, 515, 983, 535]
list-item — [630, 1010, 1235, 1027]
list-item — [630, 1027, 1235, 1043]
ad-line: ΔΙ' ΕΝΟΙΚΙΑΣΙΝ — [1006, 1242, 1147, 1264]
ad-body: Εὐτυχῶς κατόπιν πολλῶν πειραμάτων καὶ κόπων πολυετῶν ἐφευρέθη τὸ φάρμακον ὑπὸ τοῦ γνωστοῦ καὶ πεπειραμένου φαρμακοποιοῦ Φ. Παπαδοπούλου, ὅπερ ἐξ μόνον προλαμβάνει τὴν κατάπτωσιν τῶν τριχῶν, τὴν τόσον ἀσχημίζουσαν αὐτὰς τὰς κεφαλάς, καὶ τὴν φοβερὰν φαλάκραν, ἀλλὰ καὶ διατηρεῖ καὶ αὐξάνει τὴν κόμμωσιν τεραστίως. Ἐπισήμως δὲ ἐβεβαιώθη ὅτι ἡ τρίχοπτωσίς ἡ τὸ ἀρχικόν τὰς δύο μόνον φιάλας τοῦ φαρμάκου. — [370, 1439, 598, 1612]
ad-sartsentos — [630, 910, 1235, 1143]
ad-body: Εἰς τοὺς γέροντας ἐπαναφέρει τὸ σφρίγος. — [639, 1719, 878, 1733]
ad-line: Ἡγγυημένη χωρὶς νὰ χρωματίζῃ τὸ δέρμα. — [1266, 1269, 1506, 1301]
ad-line: ΝΕΑ — [1038, 1206, 1116, 1240]
ad-line: (Ἔναντι Ἐθνικοῦ Τυπογραφείου) — [1298, 1335, 1475, 1348]
ad-line: Τιμηθὲν ἐν τῇ ἐν Βρυξέλλαις τελεσθείσῃ διεθνεῖ ἐκθέσει 1897 διὰ βραβείου χρυσοῦ — [666, 386, 1043, 419]
ad-line: Ν. ΒΑΚΤΑΛΟΠΟΥΛΟΥ φαρμακοποιοῦ — [812, 1636, 1052, 1652]
ad-address: Φαρμακεῖον Δ. Μαρινοπούλου 24 — ὁδὸς Ζωοδόχου Πηγῆς — 24 — [1271, 1546, 1501, 1574]
ad-body: Ἀλάνθαστον κατὰ τῶν νευρασθενειῶν, τῆς σπερματορροίας καὶ ἐν γένει τῆς ἀναιμίας καθὼς καὶ τῆς ἀχρατείας τῶν οὔρων. — [639, 1772, 1225, 1799]
